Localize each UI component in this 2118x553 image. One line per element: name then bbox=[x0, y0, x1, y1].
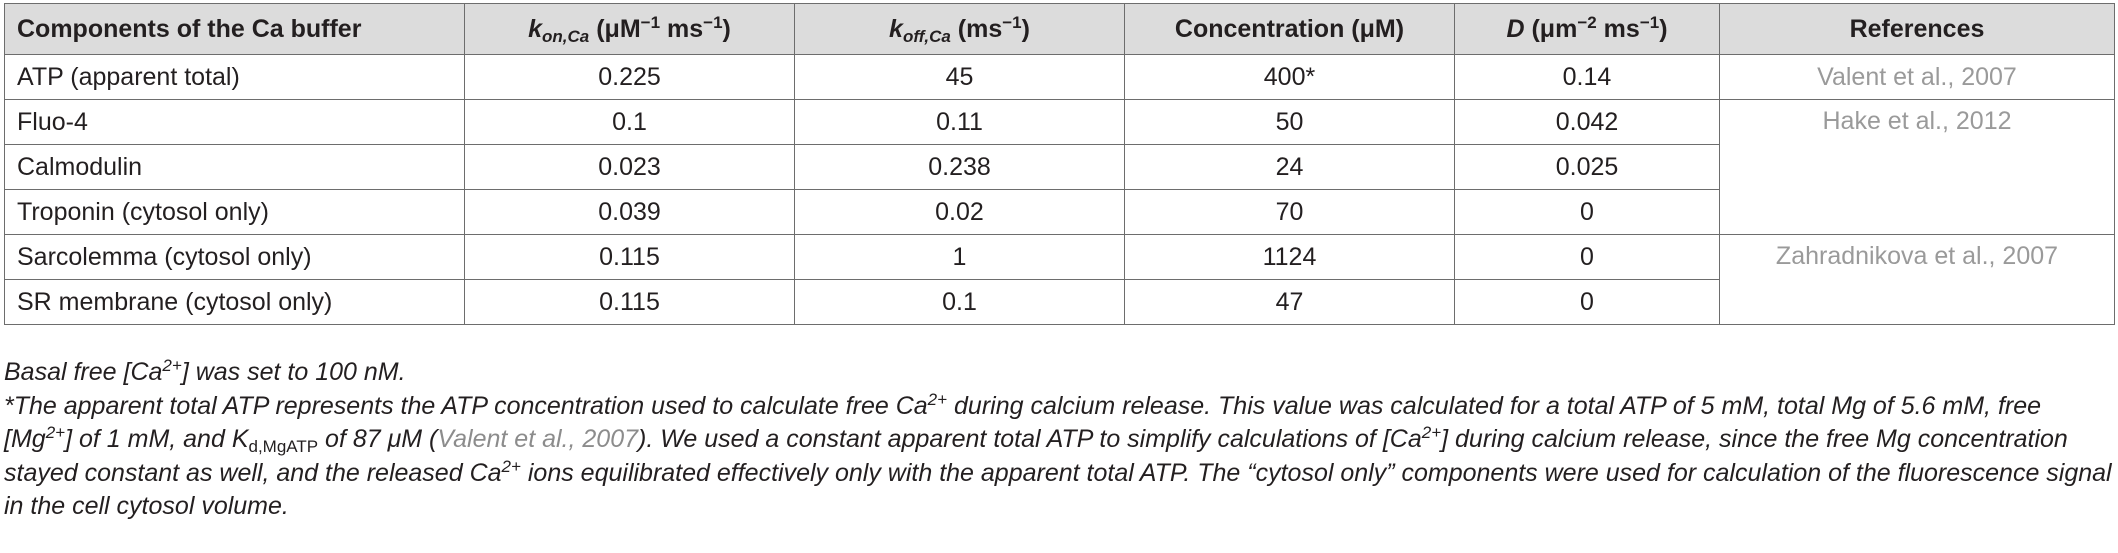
cell-kon: 0.115 bbox=[465, 235, 795, 280]
cell-kon: 0.225 bbox=[465, 55, 795, 100]
header-kon: $k_{on,Ca}$ ($\mu M^{-1}$ $ms^{-1}$) bbox=[465, 4, 795, 55]
reference-valent: Valent et al., 2007 bbox=[1720, 55, 2115, 100]
header-diffusion: D ($\mu m^{-2}$ $ms^{-1}$) bbox=[1455, 4, 1720, 55]
cell-kon: 0.023 bbox=[465, 145, 795, 190]
cell-concentration: 24 bbox=[1125, 145, 1455, 190]
reference-zahradnikova: Zahradnikova et al., 2007 bbox=[1720, 235, 2115, 325]
cell-koff: 0.1 bbox=[795, 280, 1125, 325]
cell-concentration: 70 bbox=[1125, 190, 1455, 235]
cell-koff: 0.238 bbox=[795, 145, 1125, 190]
cell-koff: 0.11 bbox=[795, 100, 1125, 145]
table-row bbox=[5, 235, 2115, 280]
cell-diffusion: 0.14 bbox=[1455, 55, 1720, 100]
cell-diffusion: 0 bbox=[1455, 280, 1720, 325]
table-footnotes bbox=[4, 356, 2112, 524]
header-component: Components of the Ca buffer bbox=[5, 4, 465, 55]
cell-component: Fluo-4 bbox=[5, 100, 465, 145]
cell-koff: 45 bbox=[795, 55, 1125, 100]
table-header-row bbox=[5, 4, 2115, 55]
cell-component: Sarcolemma (cytosol only) bbox=[5, 235, 465, 280]
cell-kon: 0.115 bbox=[465, 280, 795, 325]
cell-concentration: 1124 bbox=[1125, 235, 1455, 280]
cell-koff: 0.02 bbox=[795, 190, 1125, 235]
cell-component: Troponin (cytosol only) bbox=[5, 190, 465, 235]
table-row bbox=[5, 100, 2115, 145]
cell-koff: 1 bbox=[795, 235, 1125, 280]
header-koff: $k_{off,Ca}$ $(ms^{-1})$ bbox=[795, 4, 1125, 55]
atp-footnote: *The apparent total ATP represents the ATP concentration used to calculate free $Ca^{2+}$ during calcium release. This value was calculated for a total ATP of 5 mM, total Mg of 5.6 mM, free $[Mg^{2+}]$ of 1 mM, and $K_{d,MgATP}$ of 87 μM (Valent et al., 2007). We used a constant apparent total ATP to simplify calculations of $[Ca^{2+}]$ during calcium release, since the free Mg concentration stayed constant as well, and the released $Ca^{2+}$ ions equilibrated effectively only with the apparent total ATP. The “cytosol only” components were used for calculation of the fluorescence signal in the cell cytosol volume. bbox=[4, 389, 2112, 520]
cell-diffusion: 0.025 bbox=[1455, 145, 1720, 190]
reference-hake: Hake et al., 2012 bbox=[1720, 100, 2115, 235]
cell-concentration: 400* bbox=[1125, 55, 1455, 100]
header-concentration: Concentration (μM) bbox=[1125, 4, 1455, 55]
cell-diffusion: 0 bbox=[1455, 190, 1720, 235]
cell-kon: 0.1 bbox=[465, 100, 795, 145]
basal-calcium-note: Basal free $[Ca^{2+}]$ was set to 100 nM. bbox=[4, 356, 406, 386]
cell-component: SR membrane (cytosol only) bbox=[5, 280, 465, 325]
calcium-buffer-table bbox=[4, 3, 2115, 325]
table-row bbox=[5, 55, 2115, 100]
header-references: References bbox=[1720, 4, 2115, 55]
cell-component: Calmodulin bbox=[5, 145, 465, 190]
cell-diffusion: 0.042 bbox=[1455, 100, 1720, 145]
cell-concentration: 50 bbox=[1125, 100, 1455, 145]
cell-kon: 0.039 bbox=[465, 190, 795, 235]
cell-diffusion: 0 bbox=[1455, 235, 1720, 280]
cell-concentration: 47 bbox=[1125, 280, 1455, 325]
citation-link[interactable]: Valent et al., 2007 bbox=[437, 425, 639, 453]
cell-component: ATP (apparent total) bbox=[5, 55, 465, 100]
